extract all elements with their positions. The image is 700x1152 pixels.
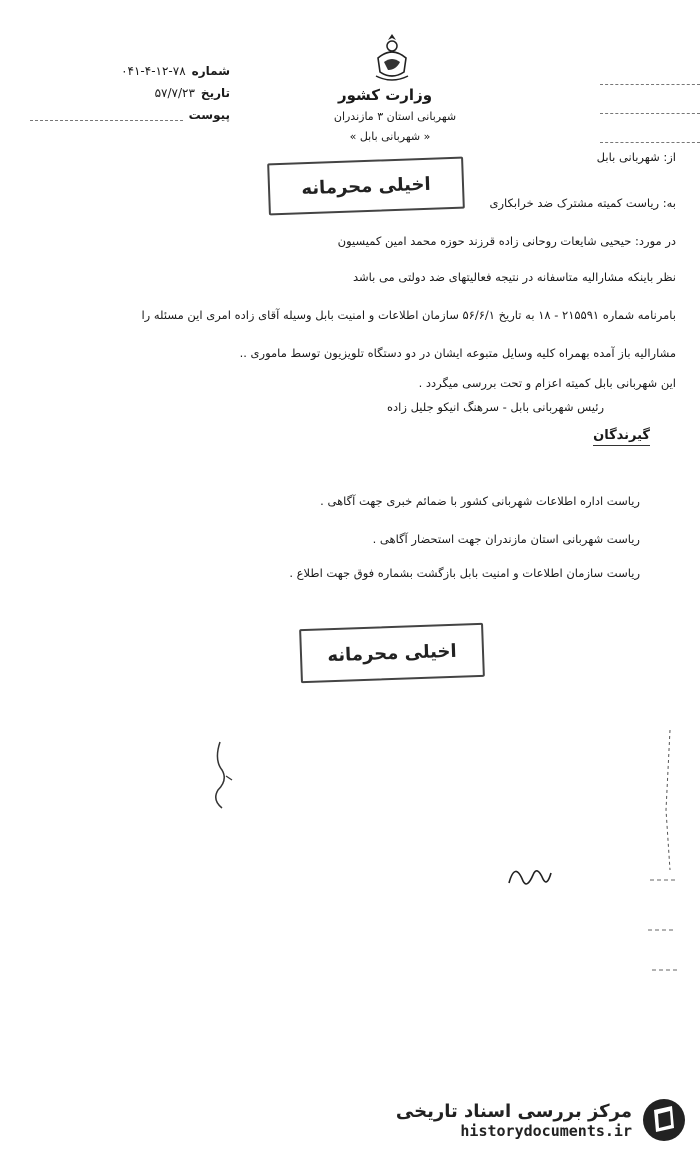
city-title: « شهربانی بابل »	[349, 130, 431, 143]
ministry-title: وزارت کشور	[337, 86, 433, 104]
date-label: تاریخ	[200, 86, 230, 100]
margin-field	[600, 66, 700, 85]
body-line-3: نظر باینکه مشارالیه متاسفانه در نتیجه فعالیتهای ضد دولتی می باشد	[352, 270, 676, 284]
archive-logo-icon	[642, 1098, 686, 1142]
margin-field	[600, 95, 700, 114]
from-line: از: شهربانی بابل	[596, 150, 676, 164]
handwritten-mark	[200, 740, 240, 810]
right-margin-fields	[600, 66, 700, 153]
date-value: ۵۷/۷/۲۳	[154, 86, 195, 100]
attachment-label: پیوست	[188, 108, 230, 122]
body-line-2: در مورد: حیحیی شایعات روحانی زاده قرزند حوزه محمد امین کمیسیون	[337, 234, 676, 248]
body-line-5: مشارالیه باز آمده بهمراه کلیه وسایل متبوعه ایشان در دو دستگاه تلویزیون توسط ماموری ..	[239, 346, 676, 360]
recipient-item: ریاست شهربانی استان مازندران جهت استحضار آگاهی .	[372, 532, 640, 546]
recipients-title: گیرندگان	[593, 428, 650, 446]
margin-field	[600, 124, 700, 143]
number-label: شماره	[191, 64, 230, 78]
attachment-line	[30, 110, 183, 121]
confidential-stamp-bottom: اخیلی محرمانه	[299, 623, 485, 683]
signature-name: رئیس شهربانی بابل - سرهنگ انیکو جلیل زاده	[387, 400, 604, 414]
body-line-1: به: ریاست کمیته مشترک ضد خرابکاری	[489, 196, 676, 210]
document-meta	[30, 60, 230, 126]
lion-and-sun-emblem-icon	[370, 32, 414, 84]
number-value: ۰۴۱-۴-۱۲-۷۸	[121, 64, 186, 78]
handwritten-initials	[505, 855, 555, 895]
body-line-4: بامرنامه شماره ۲۱۵۵۹۱ - ۱۸ به تاریخ ۵۶/۶/۱ سازمان اطلاعات و امنیت بابل وسیله آقای زاده امری این مسئله را	[141, 308, 676, 322]
confidential-stamp: اخیلی محرمانه	[267, 157, 465, 216]
watermark-title: مرکز بررسی اسناد تاریخی	[395, 1100, 632, 1122]
recipient-item: ریاست سازمان اطلاعات و امنیت بابل بازگشت بشماره فوق جهت اطلاع .	[289, 566, 640, 580]
watermark-url: historydocuments.ir	[460, 1121, 632, 1140]
archive-watermark	[396, 1098, 686, 1142]
province-title: شهربانی استان ۳ مازندران	[333, 110, 457, 123]
margin-scribble	[640, 730, 680, 990]
body-line-6: این شهربانی بابل کمیته اعزام و تحت بررسی میگردد .	[418, 376, 676, 390]
recipient-item: ریاست اداره اطلاعات شهربانی کشور با ضمائم خبری جهت آگاهی .	[320, 494, 640, 508]
